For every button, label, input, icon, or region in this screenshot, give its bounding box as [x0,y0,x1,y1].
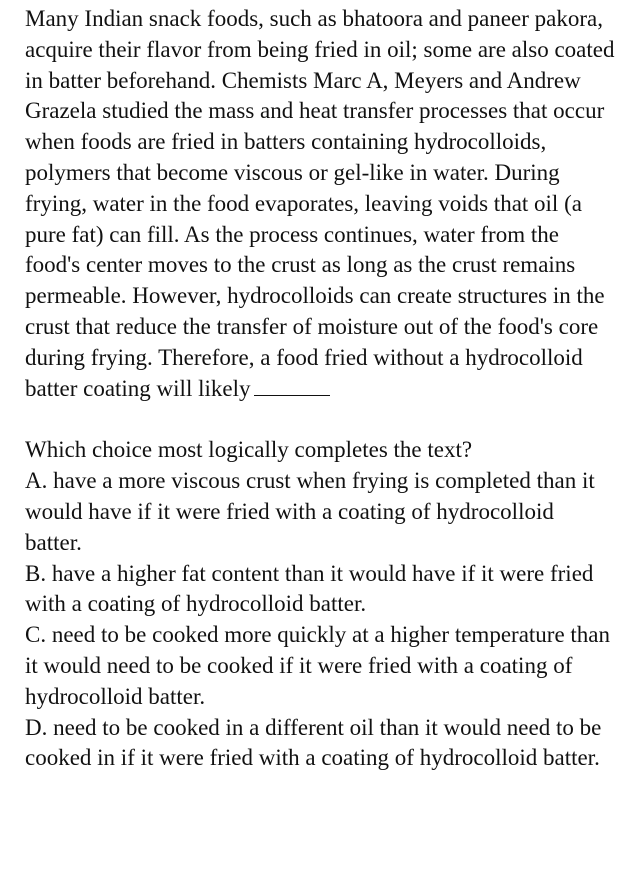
question-prompt: Which choice most logically completes the text? [25,437,473,463]
spacer [25,404,615,435]
option-c[interactable]: C. need to be cooked more quickly at a higher temperature than it would need to be cooked if it were fried with a coating of hydrocolloid batter. [25,622,611,709]
question-page [25,4,615,774]
passage [25,4,615,404]
option-b[interactable]: B. have a higher fat content than it would have if it were fried with a coating of hydrocolloid batter. [25,560,594,617]
option-a[interactable]: A. have a more viscous crust when frying is completed than it would have if it were fried with a coating of hydrocolloid batter. [25,468,595,555]
answer-blank [254,377,330,396]
option-d[interactable]: D. need to be cooked in a different oil than it would need to be cooked in if it were fried with a coating of hydrocolloid batter. [25,714,602,771]
passage-text: Many Indian snack foods, such as bhatoora and paneer pakora, acquire their flavor from being fried in oil; some are also coated in batter beforehand. Chemists Marc A, Meyers and Andrew Grazela studied the mass and heat transfer processes that occur when foods are fried in batters containing hydrocolloids, polymers that become viscous or gel-like in water. During frying, water in the food evaporates, leaving voids that oil (a pure fat) can fill. As the process continues, water from the food's center moves to the crust as long as the crust remains permeable. However, hydrocolloids can create structures in the crust that reduce the transfer of moisture out of the food's core during frying. Therefore, a food fried without a hydrocolloid batter coating will likely [25,6,615,401]
answer-options [25,466,615,774]
